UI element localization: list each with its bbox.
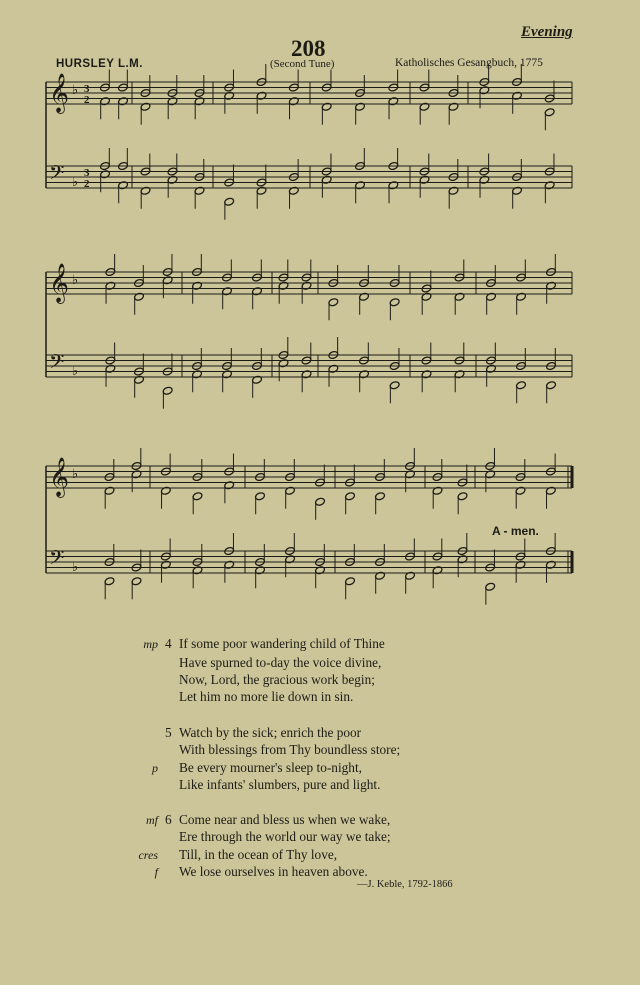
verse-number: 5	[165, 725, 172, 740]
verse-line: Come near and bless us when we wake,	[179, 812, 391, 827]
treble-clef: 𝄞	[49, 263, 70, 303]
verse-line: Ere through the world our way we take;	[179, 829, 391, 844]
note-head	[485, 582, 496, 591]
dynamic-marking: cres	[138, 848, 158, 862]
verse-line: We lose ourselves in heaven above.	[179, 864, 368, 879]
note-head	[224, 197, 235, 206]
verse-line: Have spurned to-day the voice divine,	[179, 655, 382, 670]
verse-line: Till, in the ocean of Thy love,	[179, 847, 338, 862]
note-head	[389, 298, 400, 307]
note-head	[328, 298, 339, 307]
dynamic-marking: f	[154, 865, 158, 879]
verse-line: Like infants' slumbers, pure and light.	[179, 777, 381, 792]
note-head	[104, 577, 115, 586]
note-head	[131, 577, 142, 586]
flat-sign: ♭	[72, 559, 79, 574]
note-head	[345, 492, 356, 501]
tune-subtitle: (Second Tune)	[270, 58, 335, 70]
verse-number: 6	[165, 812, 172, 827]
verse-line: With blessings from Thy boundless store;	[179, 742, 401, 757]
bass-clef: 𝄢	[49, 350, 65, 378]
section-heading: Evening	[521, 24, 573, 40]
note-head	[375, 492, 386, 501]
composer: Katholisches Gesangbuch, 1775	[395, 57, 543, 69]
tune-name: HURSLEY L.M.	[56, 58, 143, 70]
flat-sign: ♭	[72, 174, 79, 189]
verse-line: Now, Lord, the gracious work begin;	[179, 672, 375, 687]
verse-number: 4	[165, 636, 172, 651]
dynamic-marking: p	[152, 761, 158, 775]
note-head	[345, 577, 356, 586]
amen-text: A - men.	[492, 524, 539, 538]
bass-clef: 𝄢	[49, 161, 65, 189]
attribution: —J. Keble, 1792-1866	[357, 879, 453, 890]
flat-sign: ♭	[72, 272, 79, 287]
verse-line: If some poor wandering child of Thine	[179, 636, 385, 651]
note-head	[389, 381, 400, 390]
verse-line: Let him no more lie down in sin.	[179, 689, 354, 704]
flat-sign: ♭	[72, 82, 79, 97]
time-signature: 2	[84, 94, 90, 106]
bass-clef: 𝄢	[49, 546, 65, 574]
note-head	[457, 492, 468, 501]
note-head	[516, 381, 527, 390]
dynamic-marking: mp	[143, 637, 158, 651]
time-signature: 3	[84, 83, 90, 95]
treble-clef: 𝄞	[49, 73, 70, 113]
hymn-number: 208	[291, 36, 326, 61]
flat-sign: ♭	[72, 466, 79, 481]
note-head	[546, 381, 557, 390]
flat-sign: ♭	[72, 363, 79, 378]
note-head	[544, 108, 555, 117]
time-signature: 2	[84, 178, 90, 190]
time-signature: 3	[84, 167, 90, 179]
treble-clef: 𝄞	[49, 457, 70, 497]
verse-line: Watch by the sick; enrich the poor	[179, 725, 362, 740]
dynamic-marking: mf	[146, 813, 158, 827]
note-head	[192, 492, 203, 501]
verse-line: Be every mourner's sleep to-night,	[179, 760, 362, 775]
note-head	[255, 492, 266, 501]
note-head	[315, 497, 326, 506]
note-head	[162, 386, 173, 395]
